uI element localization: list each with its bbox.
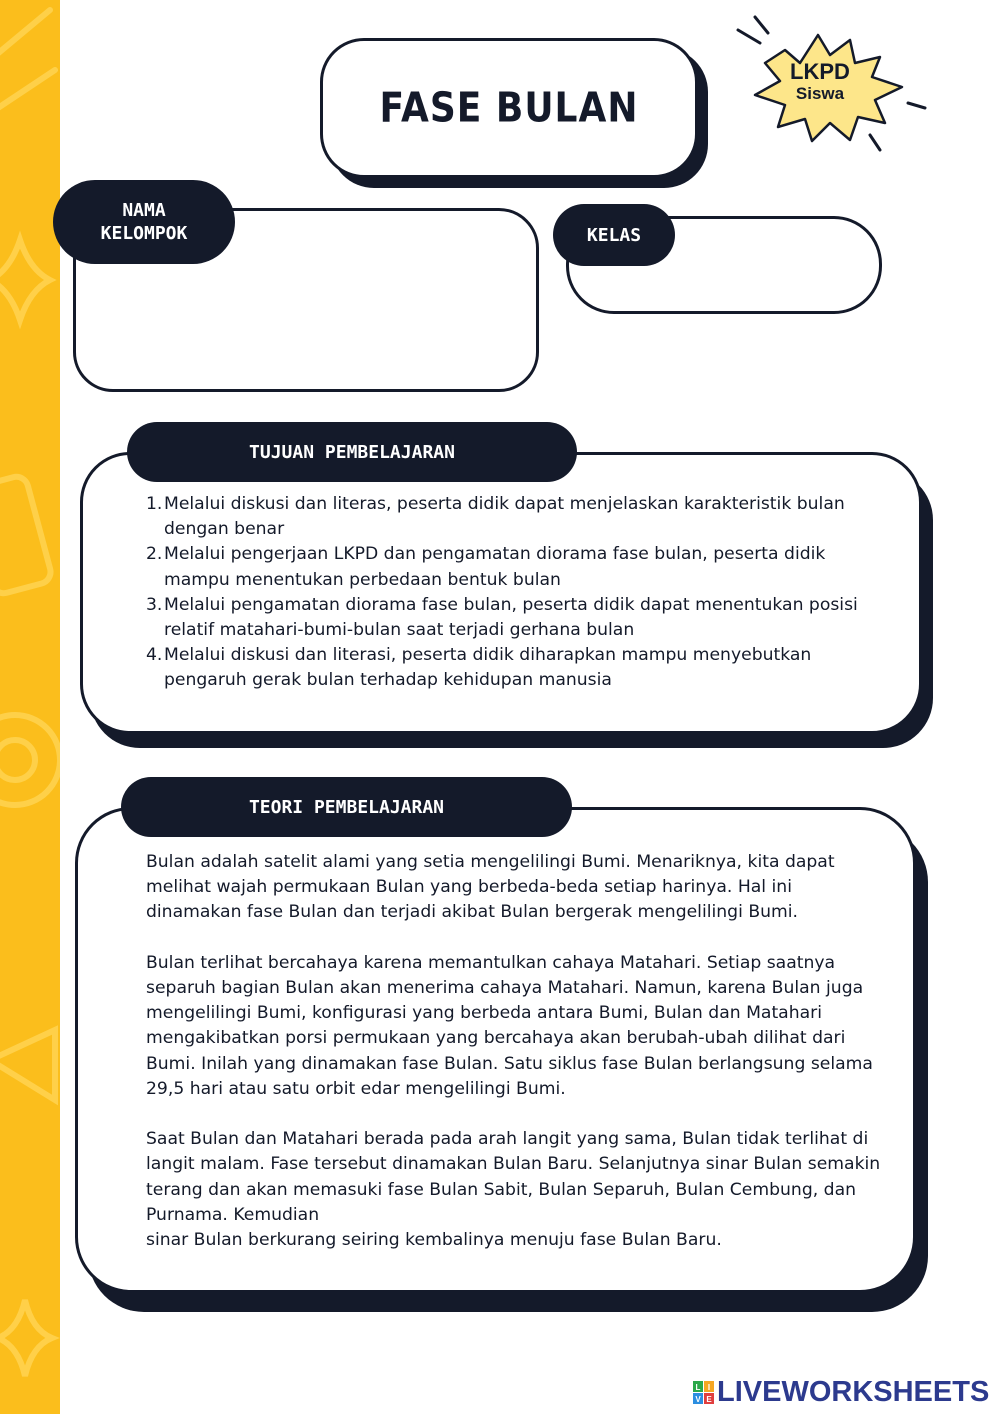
teori-paragraph-3a: Saat Bulan dan Matahari berada pada arah langit yang sama, Bulan tidak terlihat di langit malam. Fase tersebut dinamakan Bulan Baru. Selanjutnya sinar Bulan semakin terang dan akan memasuki fase Bulan Sabit, Bulan Separuh, Bulan Cembung, dan Purnama. Kemudian	[146, 1129, 881, 1225]
svg-text:V: V	[695, 1394, 701, 1404]
list-item	[146, 643, 881, 693]
teori-paragraph-2: Bulan terlihat bercahaya karena memantulkan cahaya Matahari. Setiap saatnya separuh bagian Bulan akan menerima cahaya Matahari. Namun, karena Bulan juga mengelilingi Bumi, konfigurasi yang berbeda antara Bumi, Bulan dan Matahari mengakibatkan porsi permukaan yang bercahaya akan berubah-ubah dilihat dari Bumi. Inilah yang dinamakan fase Bulan. Satu siklus fase Bulan berlangsung selama 29,5 hari atau satu orbit edar mengelilingi Bumi.	[146, 952, 873, 1099]
liveworksheets-logo[interactable]	[693, 1376, 989, 1409]
list-number: 3.	[146, 594, 163, 615]
liveworksheets-icon	[693, 1381, 715, 1405]
title-box	[320, 38, 698, 178]
liveworksheets-brand: LIVEWORKSHEETS	[717, 1376, 990, 1408]
list-text: Melalui pengerjaan LKPD dan pengamatan diorama fase bulan, peserta didik mampu menentukan perbedaan bentuk bulan	[164, 544, 826, 590]
tujuan-list	[146, 492, 881, 694]
list-text: Melalui pengamatan diorama fase bulan, peserta didik dapat menentukan posisi relatif matahari-bumi-bulan saat terjadi gerhana bulan	[164, 594, 858, 641]
list-item	[146, 492, 881, 542]
teori-heading: TEORI PEMBELAJARAN	[121, 777, 572, 837]
badge-label	[780, 60, 860, 104]
list-item	[146, 593, 881, 643]
tujuan-heading: TUJUAN PEMBELAJARAN	[127, 422, 577, 482]
list-item	[146, 542, 881, 592]
teori-paragraph-1: Bulan adalah satelit alami yang setia mengelilingi Bumi. Menariknya, kita dapat melihat wajah permukaan Bulan yang berbeda-beda setiap harinya. Hal ini dinamakan fase Bulan dan terjadi akibat Bulan bergerak mengelilingi Bumi.	[146, 852, 835, 923]
sidebar-doodles	[0, 0, 60, 1414]
badge-line-2: Siswa	[795, 84, 845, 103]
nama-label-line-2: KELOMPOK	[100, 223, 188, 244]
list-number: 1.	[146, 494, 163, 514]
list-text: Melalui diskusi dan literas, peserta didik dapat menjelaskan karakteristik bulan dengan benar	[164, 494, 845, 540]
svg-text:I: I	[707, 1382, 711, 1392]
teori-paragraph-3b: sinar Bulan berkurang seiring kembalinya menuju fase Bulan Baru.	[146, 1230, 722, 1251]
nama-label-line-1: NAMA	[122, 200, 166, 221]
svg-text:E: E	[706, 1394, 712, 1404]
badge-line-1: LKPD	[790, 59, 850, 84]
list-text: Melalui diskusi dan literasi, peserta didik diharapkan mampu menyebutkan pengaruh gerak bulan terhadap kehidupan manusia	[164, 645, 812, 691]
nama-kelompok-label	[53, 180, 235, 264]
decorative-sidebar	[0, 0, 60, 1414]
list-number: 2.	[146, 544, 163, 565]
page-title: FASE BULAN	[379, 84, 639, 132]
svg-text:L: L	[695, 1382, 701, 1392]
teori-body	[146, 850, 886, 1253]
list-number: 4.	[146, 645, 163, 666]
kelas-label: KELAS	[553, 204, 675, 266]
